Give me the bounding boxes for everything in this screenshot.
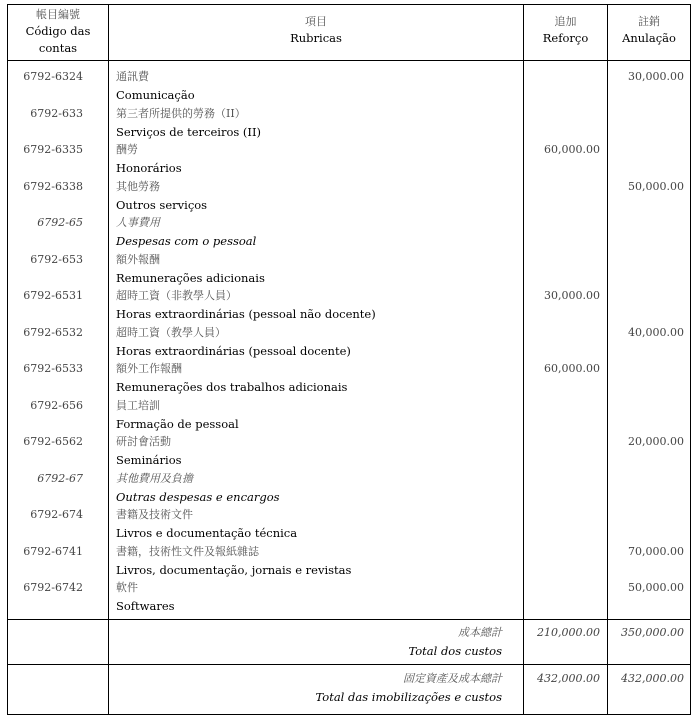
header-divider [7, 60, 691, 61]
header-code-pt-2: contas [38, 41, 78, 55]
cancel-amount: 20,000.00 [628, 435, 684, 448]
rubric-zh: 員工培訓 [116, 398, 160, 412]
header-code [8, 6, 108, 57]
reinforce-amount: 60,000.00 [544, 362, 600, 375]
table-border-top [7, 4, 691, 5]
account-code: 6792-6533 [23, 362, 83, 375]
rubric-zh: 通訊費 [116, 70, 149, 83]
header-rubric [109, 13, 523, 47]
rubric-zh: 書籍及技術文件 [116, 508, 193, 521]
rubric-zh: 酬勞 [116, 143, 138, 156]
grand-total-reinforce: 432,000.00 [537, 672, 600, 685]
section-divider [7, 664, 691, 665]
grand-total-pt: Total das imobilizações e custos [315, 690, 502, 705]
account-code: 6792-674 [30, 508, 83, 521]
table-border-bottom [7, 714, 691, 715]
grand-total-cancel: 432,000.00 [621, 672, 684, 685]
grand-total-label [109, 670, 502, 706]
total-costs-label [109, 624, 502, 660]
account-code: 6792-633 [30, 106, 83, 120]
rubric-zh: 其他勞務 [116, 179, 160, 193]
rubric-zh: 額外工作報酬 [116, 362, 182, 375]
total-costs-cancel: 350,000.00 [621, 626, 684, 639]
rubric-zh: 人事費用 [116, 216, 160, 229]
rubric-pt: Horas extraordinárias (pessoal não docente) [116, 307, 376, 321]
rubric-pt: Livros e documentação técnica [116, 526, 298, 540]
section-divider [7, 619, 691, 620]
account-code: 6792-6531 [23, 289, 83, 302]
header-code-pt-1: Código das [25, 24, 91, 38]
header-cancel [608, 13, 690, 47]
total-costs-zh: 成本總計 [458, 626, 502, 639]
rubric-pt: Serviços de terceiros (II) [116, 124, 261, 139]
account-code: 6792-6335 [23, 143, 83, 156]
rubric-zh: 其他費用及負擔 [116, 471, 193, 485]
rubric-pt: Outros serviços [116, 197, 208, 212]
cancel-amount: 50,000.00 [628, 581, 684, 594]
rubric-pt: Livros, documentação, jornais e revistas [116, 562, 352, 577]
column-divider [607, 4, 608, 715]
account-code: 6792-6532 [23, 325, 83, 339]
rubric-zh: 軟件 [116, 581, 138, 594]
account-code: 6792-65 [37, 216, 83, 229]
rubric-zh: 超時工資（教學人員） [116, 325, 226, 339]
header-code-zh: 帳目編號 [36, 8, 80, 21]
rubric-pt: Seminários [116, 453, 182, 467]
cancel-amount: 30,000.00 [628, 70, 684, 83]
account-code: 6792-656 [30, 398, 83, 412]
cancel-amount: 40,000.00 [628, 325, 684, 339]
header-reinforce-pt: Reforço [542, 31, 589, 45]
rubric-zh: 超時工資（非教學人員） [116, 289, 237, 302]
grand-total-zh: 固定資產及成本總計 [403, 672, 502, 685]
account-code: 6792-6338 [23, 179, 83, 193]
account-code: 6792-6741 [23, 544, 83, 558]
rubric-pt: Outras despesas e encargos [116, 489, 280, 504]
rubric-pt: Despesas com o pessoal [116, 234, 257, 248]
rubric-zh: 書籍，技術性文件及報紙雜誌 [116, 544, 259, 558]
total-costs-pt: Total dos custos [408, 644, 502, 659]
header-rubric-zh: 項目 [305, 15, 327, 28]
header-cancel-zh: 註銷 [638, 15, 660, 28]
rubric-pt: Softwares [116, 599, 175, 613]
rubric-zh: 額外報酬 [116, 252, 160, 266]
rubric-zh: 研討會活動 [116, 435, 171, 448]
column-divider [108, 4, 109, 715]
rubric-pt: Remunerações dos trabalhos adicionais [116, 380, 348, 394]
total-costs-reinforce: 210,000.00 [537, 626, 600, 639]
header-rubric-pt: Rubricas [290, 31, 342, 45]
account-code: 6792-653 [30, 252, 83, 266]
header-reinforce-zh: 追加 [554, 15, 577, 28]
rubric-zh: 第三者所提供的勞務（II） [116, 106, 246, 120]
rubric-pt: Remunerações adicionais [116, 270, 265, 285]
account-code: 6792-6324 [23, 70, 83, 83]
rubric-pt: Formação de pessoal [116, 416, 239, 431]
account-code: 6792-67 [37, 471, 83, 485]
account-code: 6792-6742 [23, 581, 83, 594]
header-reinforce [524, 13, 607, 47]
cancel-amount: 70,000.00 [628, 544, 684, 558]
table-border-right [690, 4, 691, 715]
reinforce-amount: 60,000.00 [544, 143, 600, 156]
reinforce-amount: 30,000.00 [544, 289, 600, 302]
budget-table [7, 4, 691, 715]
rubric-pt: Honorários [116, 161, 182, 175]
rubric-pt: Comunicação [116, 88, 195, 102]
cancel-amount: 50,000.00 [628, 179, 684, 193]
rubric-pt: Horas extraordinárias (pessoal docente) [116, 343, 351, 358]
account-code: 6792-6562 [23, 435, 83, 448]
header-cancel-pt: Anulação [622, 31, 676, 45]
